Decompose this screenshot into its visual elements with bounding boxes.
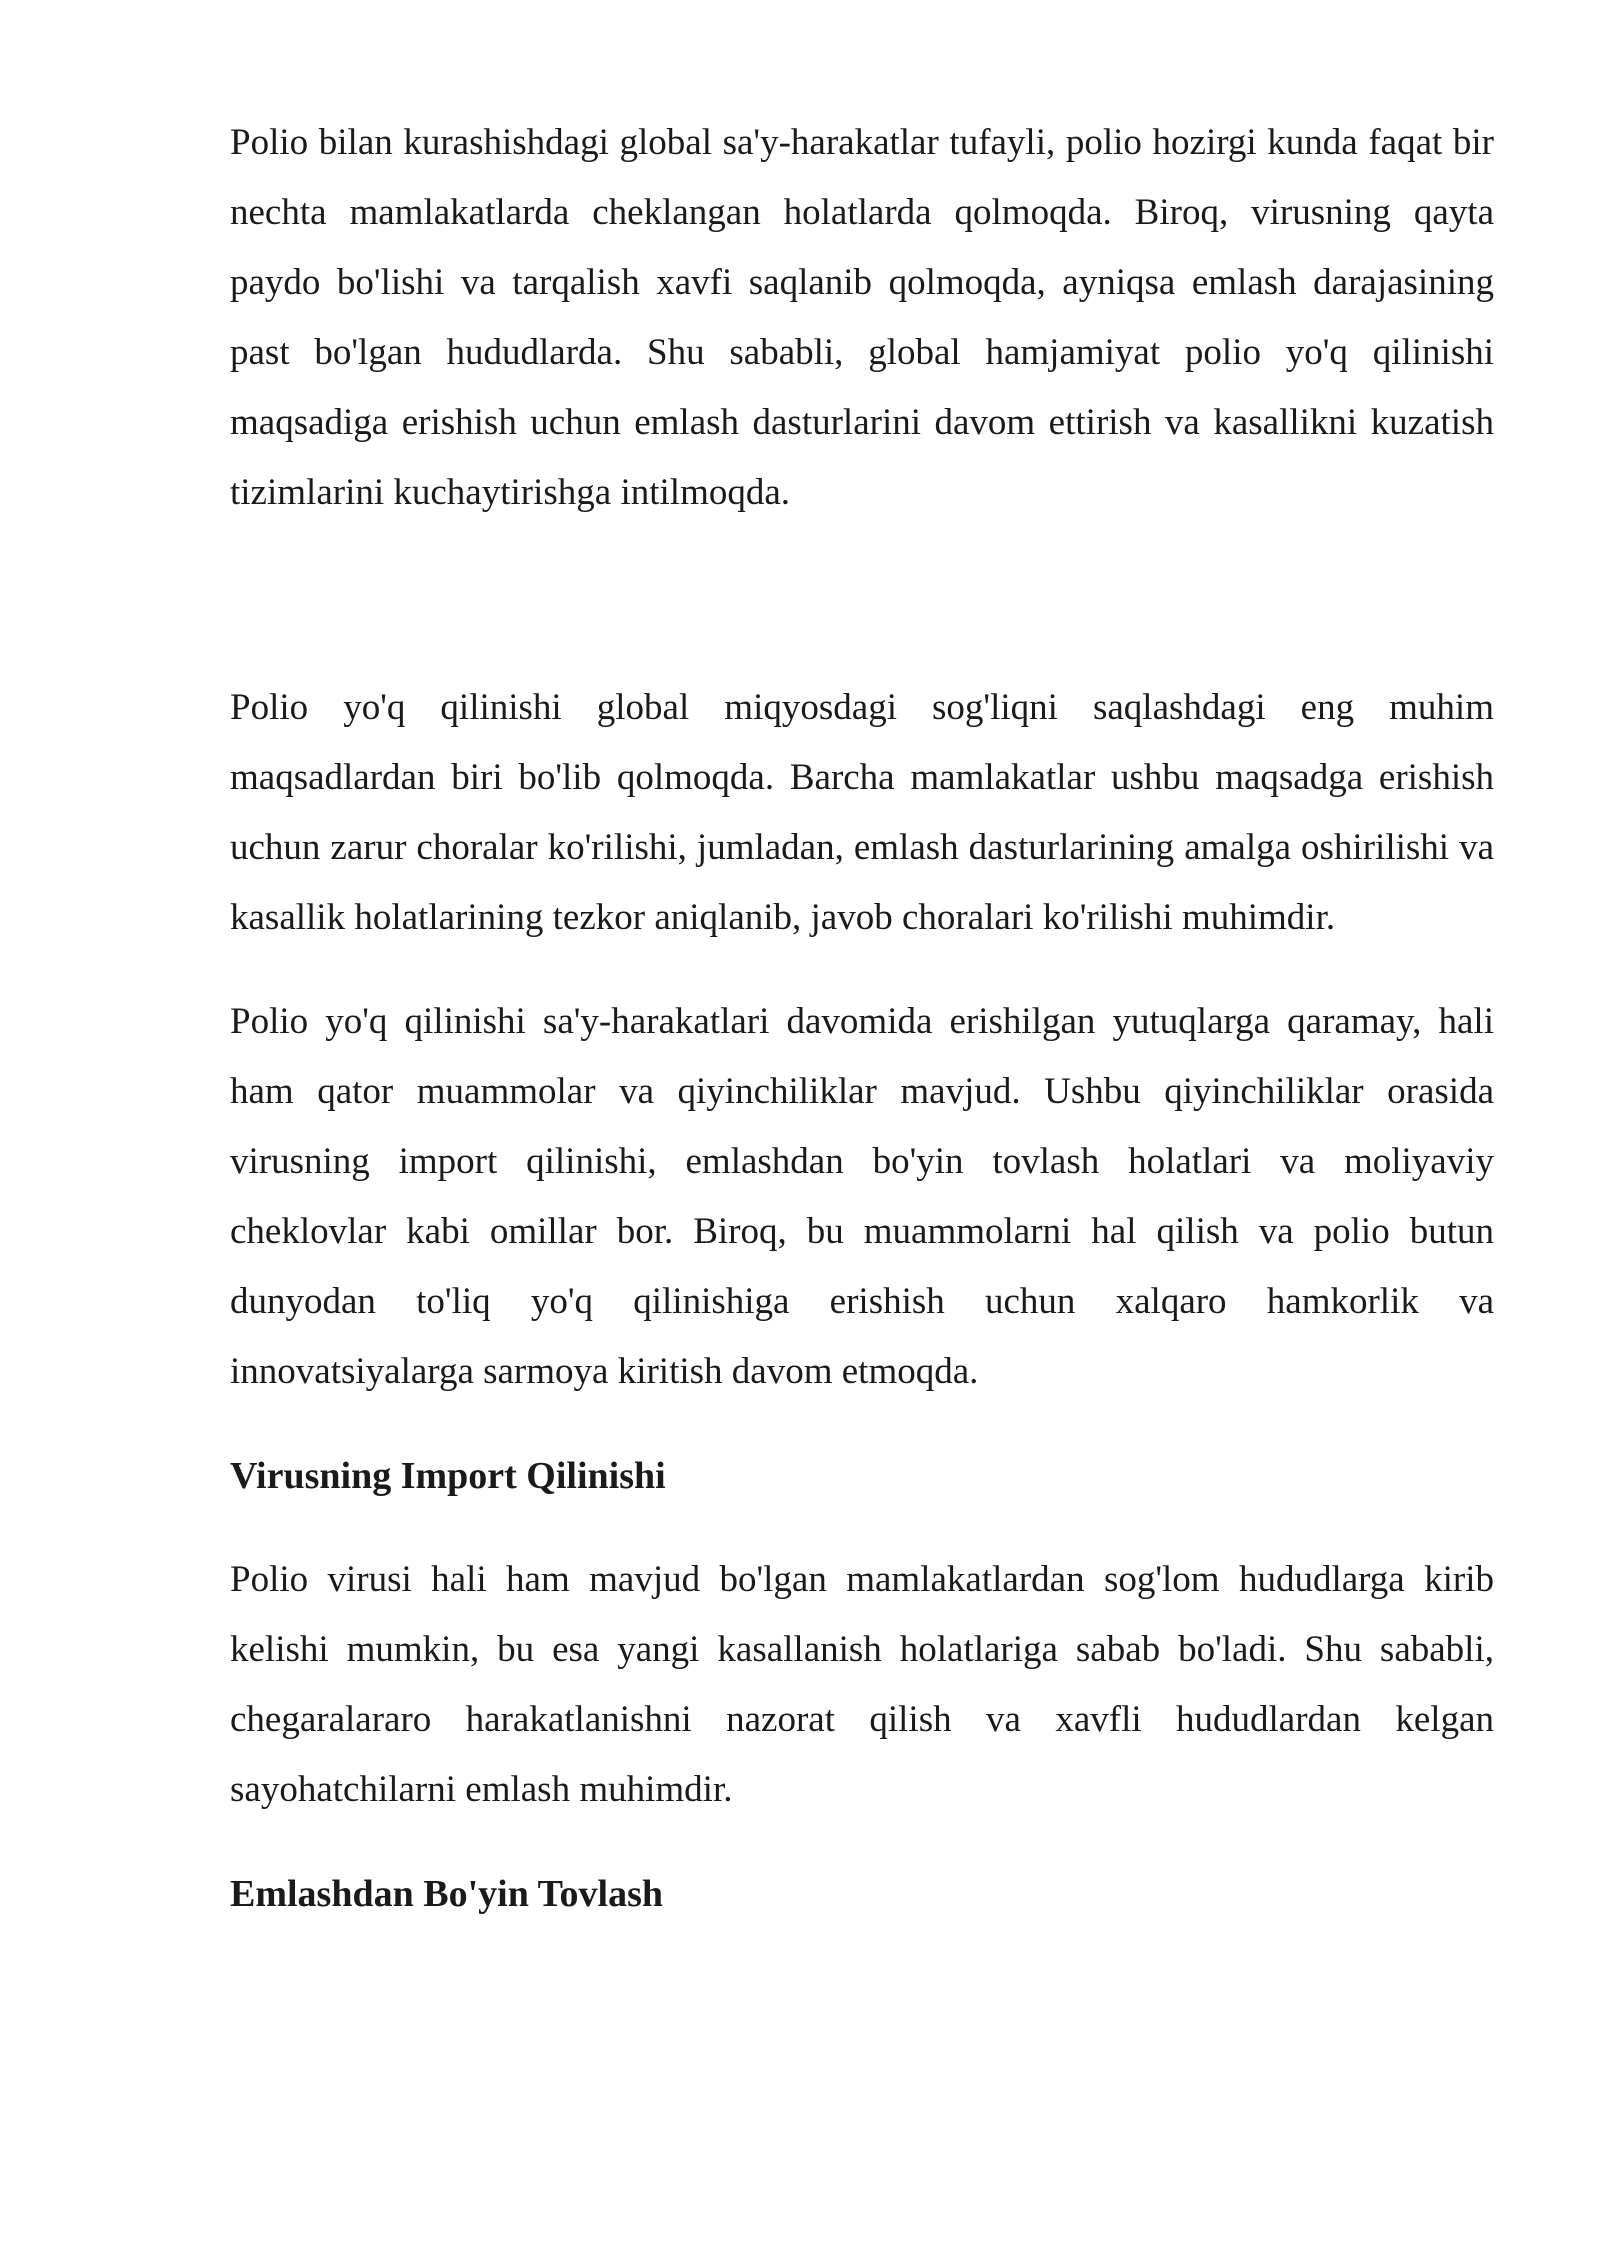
section-heading-vaccine-refusal: Emlashdan Bo'yin Tovlash [230,1873,663,1915]
paragraph-polio-global-efforts: Polio bilan kurashishdagi global sa'y-harakatlar tufayli, polio hozirgi kunda faqat bir nechta mamlakatlarda cheklangan holatlarda qolmoqda. Biroq, virusning qayta paydo bo'lishi va tarqalish xavfi saqlanib qolmoqda, ayniqsa emlash darajasining past bo'lgan hududlarda. Shu sababli, global hamjamiyat polio yo'q qilinishi maqsadiga erishish uchun emlash dasturlarini davom ettirish va kasallikni kuzatish tizimlarini kuchaytirishga intilmoqda. [230,122,1494,513]
paragraph-virus-import: Polio virusi hali ham mavjud bo'lgan mamlakatlardan sog'lom hududlarga kirib kelishi mumkin, bu esa yangi kasallanish holatlariga sabab bo'ladi. Shu sababli, chegaralararo harakatlanishni nazorat qilish va xavfli hududlardan kelgan sayohatchilarni emlash muhimdir. [230,1559,1494,1810]
section-heading-virus-import: Virusning Import Qilinishi [230,1455,666,1497]
paragraph-eradication-challenges: Polio yo'q qilinishi sa'y-harakatlari davomida erishilgan yutuqlarga qaramay, hali ham qator muammolar va qiyinchiliklar mavjud. Ushbu qiyinchiliklar orasida virusning import qilinishi, emlashdan bo'yin tovlash holatlari va moliyaviy cheklovlar kabi omillar bor. Biroq, bu muammolarni hal qilish va polio butun dunyodan to'liq yo'q qilinishiga erishish uchun xalqaro hamkorlik va innovatsiyalarga sarmoya kiritish davom etmoqda. [230,1001,1494,1392]
document-page [230,108,1494,1929]
paragraph-polio-eradication-goal: Polio yo'q qilinishi global miqyosdagi sog'liqni saqlashdagi eng muhim maqsadlardan biri bo'lib qolmoqda. Barcha mamlakatlar ushbu maqsadga erishish uchun zarur choralar ko'rilishi, jumladan, emlash dasturlarining amalga oshirilishi va kasallik holatlarining tezkor aniqlanib, javob choralari ko'rilishi muhimdir. [230,687,1494,938]
